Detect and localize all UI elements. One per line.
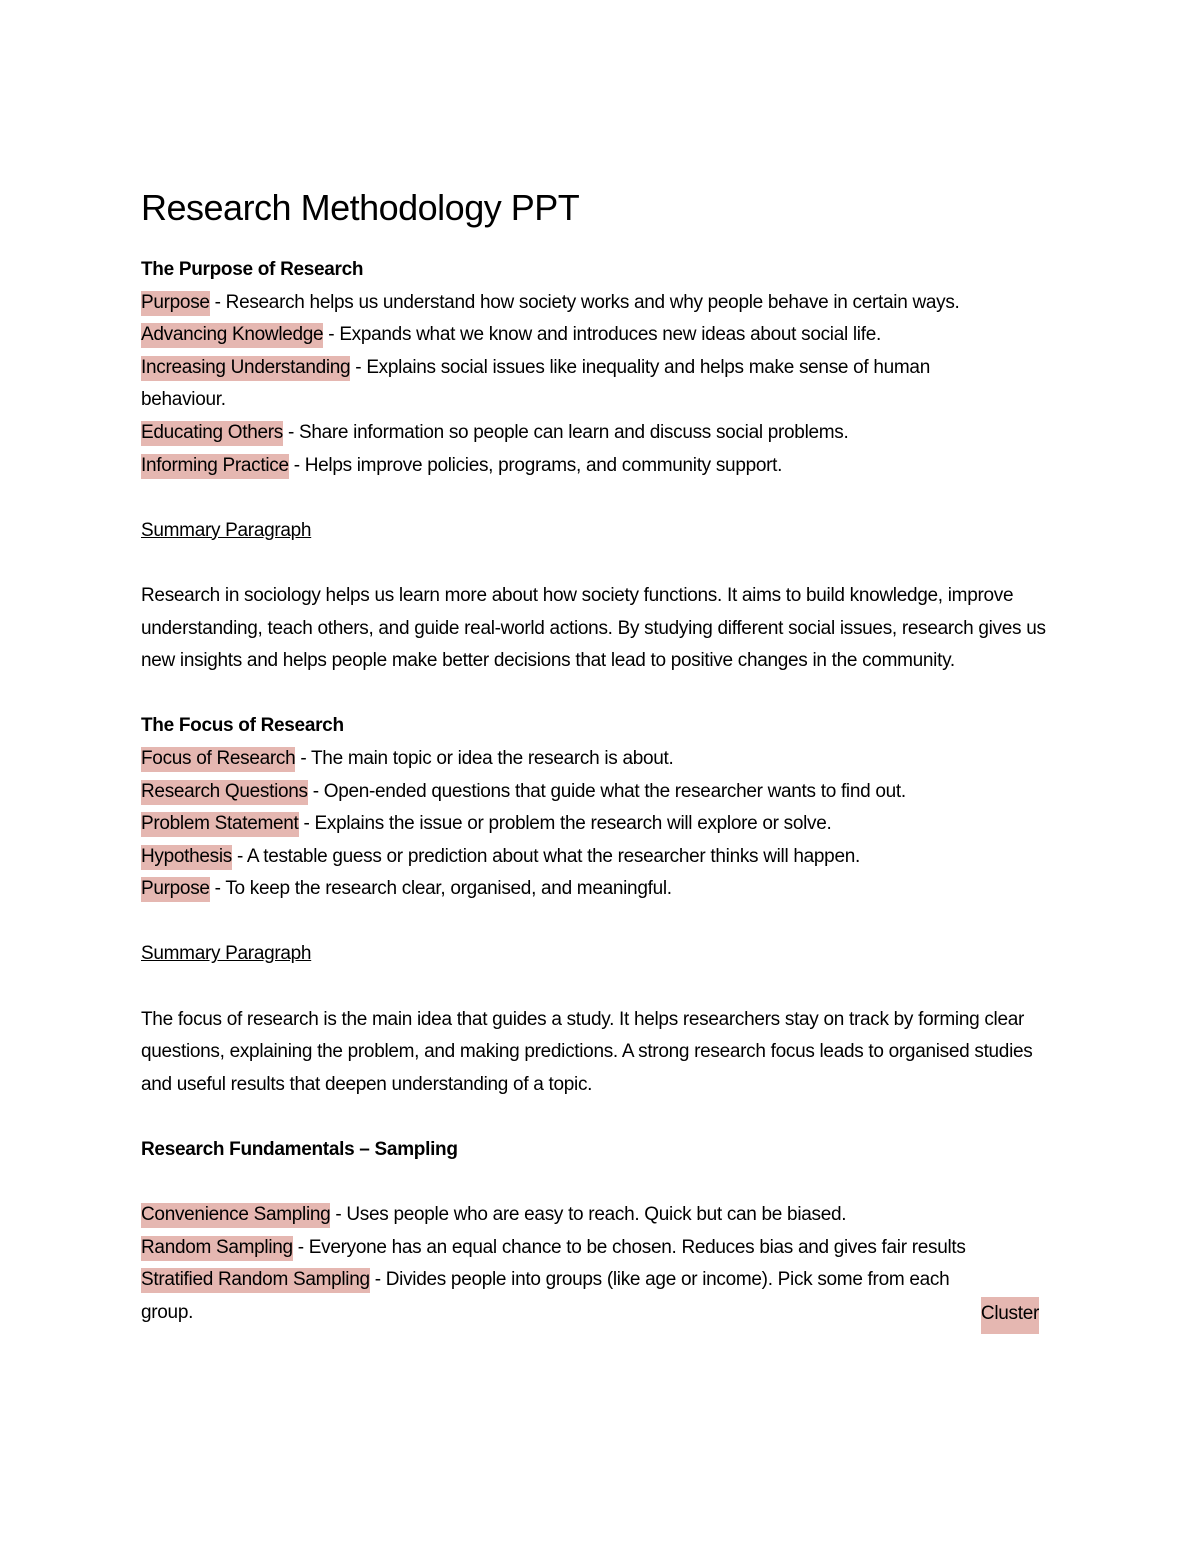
term-line xyxy=(141,1199,1061,1232)
highlighted-term: Random Sampling xyxy=(141,1236,293,1261)
term-description: - Uses people who are easy to reach. Quick but can be biased. xyxy=(330,1204,847,1226)
highlighted-term: Informing Practice xyxy=(141,454,289,479)
section-heading-sampling: Research Fundamentals – Sampling xyxy=(141,1139,458,1161)
highlighted-term: Convenience Sampling xyxy=(141,1203,330,1228)
term-line xyxy=(141,808,1061,841)
highlighted-term: Problem Statement xyxy=(141,812,299,837)
section-heading-focus: The Focus of Research xyxy=(141,715,344,737)
term-line xyxy=(141,743,1061,776)
term-line xyxy=(141,352,1011,417)
term-description: - Research helps us understand how society works and why people behave in certain ways. xyxy=(209,291,960,313)
term-description: - Share information so people can learn and discuss social problems. xyxy=(283,421,849,443)
highlighted-term: Purpose xyxy=(141,877,210,902)
term-line xyxy=(141,1297,1039,1334)
summary-label: Summary Paragraph xyxy=(141,519,312,541)
document-title: Research Methodology PPT xyxy=(141,187,580,228)
summary-paragraph: The focus of research is the main idea that guides a study. It helps researchers stay on track by forming clear questions, explaining the problem, and making predictions. A strong research focus leads to organised studies and useful results that deepen understanding of a topic. xyxy=(141,1008,1033,1095)
highlighted-term: Cluster xyxy=(981,1297,1039,1334)
summary-label: Summary Paragraph xyxy=(141,943,312,965)
highlighted-term: Advancing Knowledge xyxy=(141,323,323,348)
term-line xyxy=(141,287,1061,320)
term-line xyxy=(141,1264,1061,1297)
term-description: - A testable guess or prediction about what the researcher thinks will happen. xyxy=(232,845,860,867)
section-heading-purpose: The Purpose of Research xyxy=(141,259,364,280)
term-description: - Expands what we know and introduces new ideas about social life. xyxy=(323,324,881,346)
term-line xyxy=(141,450,1061,483)
highlighted-term: Educating Others xyxy=(141,421,283,446)
term-description: - The main topic or idea the research is about. xyxy=(295,747,674,769)
term-line xyxy=(141,776,1061,809)
term-line xyxy=(141,841,1061,874)
continuation-text: group. xyxy=(141,1302,194,1323)
summary-paragraph: Research in sociology helps us learn more about how society functions. It aims to build knowledge, improve understanding, teach others, and guide real-world actions. By studying different social issues, research gives us new insights and helps people make better decisions that lead to positive changes in the community. xyxy=(141,584,1046,672)
term-line xyxy=(141,319,1061,352)
term-line xyxy=(141,873,1061,906)
term-description: - Divides people into groups (like age or income). Pick some from each xyxy=(369,1269,950,1291)
term-description: - To keep the research clear, organised, and meaningful. xyxy=(209,878,672,900)
term-description: - Explains the issue or problem the research will explore or solve. xyxy=(298,813,832,835)
highlighted-term: Purpose xyxy=(141,291,210,316)
term-line xyxy=(141,1232,1061,1265)
term-description: - Helps improve policies, programs, and community support. xyxy=(288,454,783,476)
term-description: - Explains social issues like inequality and helps make sense of human behaviour. xyxy=(141,356,930,411)
highlighted-term: Research Questions xyxy=(141,780,308,805)
highlighted-term: Hypothesis xyxy=(141,845,232,870)
term-description: - Everyone has an equal chance to be chosen. Reduces bias and gives fair results xyxy=(292,1236,966,1258)
term-description: - Open-ended questions that guide what the researcher wants to find out. xyxy=(307,780,906,802)
document-page xyxy=(141,184,1061,1334)
term-line xyxy=(141,417,1061,450)
highlighted-term: Increasing Understanding xyxy=(141,356,350,381)
highlighted-term: Stratified Random Sampling xyxy=(141,1268,370,1293)
highlighted-term: Focus of Research xyxy=(141,747,295,772)
